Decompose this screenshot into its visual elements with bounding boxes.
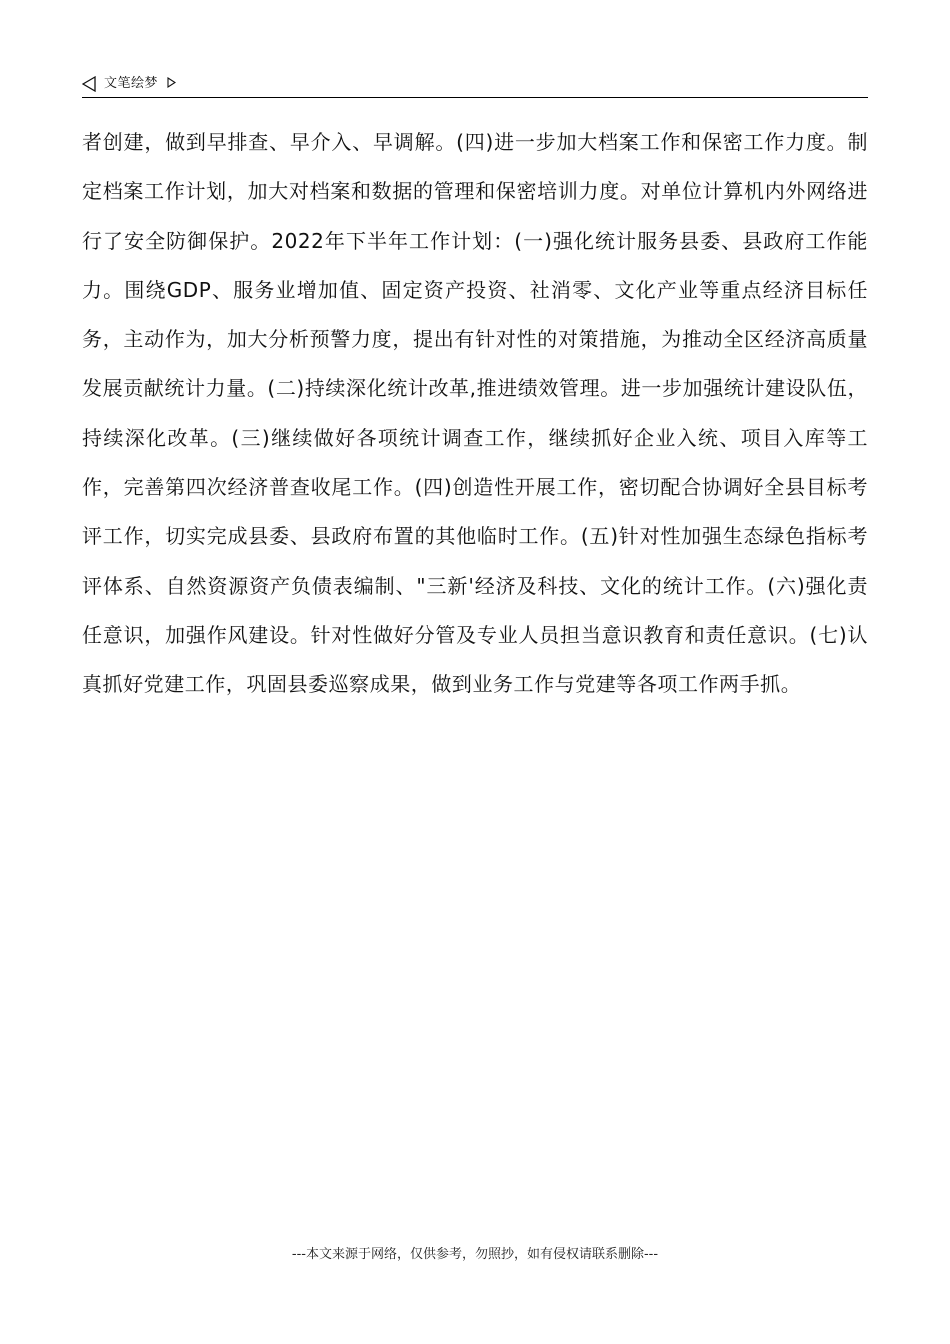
footer-disclaimer: ---本文来源于网络，仅供参考，勿照抄，如有侵权请联系删除--- — [291, 1247, 659, 1262]
header-brand: 文笔绘梦 — [104, 76, 159, 91]
triangle-left-outline-icon — [82, 76, 96, 92]
header-brand-group — [82, 74, 176, 94]
body-paragraph: 者创建，做到早排查、早介入、早调解。(四)进一步加大档案工作和保密工作力度。制定档案工作计划，加大对档案和数据的管理和保密培训力度。对单位计算机内外网络进行了安全防御保护。2022年下半年工作计划：(一)强化统计服务县委、县政府工作能力。围绕GDP、服务业增加值、固定资产投资、社消零、文化产业等重点经济目标任务，主动作为，加大分析预警力度，提出有针对性的对策措施，为推动全区经济高质量发展贡献统计力量。(二)持续深化统计改革,推进绩效管理。进一步加强统计建设队伍，持续深化改革。(三)继续做好各项统计调查工作，继续抓好企业入统、项目入库等工作，完善第四次经济普查收尾工作。(四)创造性开展工作，密切配合协调好全县目标考评工作，切实完成县委、县政府布置的其他临时工作。(五)针对性加强生态绿色指标考评体系、自然资源资产负债表编制、"三新'经济及科技、文化的统计工作。(六)强化责任意识，加强作风建设。针对性做好分管及专业人员担当意识教育和责任意识。(七)认真抓好党建工作，巩固县委巡察成果，做到业务工作与党建等各项工作两手抓。 — [82, 130, 868, 697]
triangle-right-outline-icon — [167, 77, 176, 88]
page-header — [82, 72, 868, 98]
